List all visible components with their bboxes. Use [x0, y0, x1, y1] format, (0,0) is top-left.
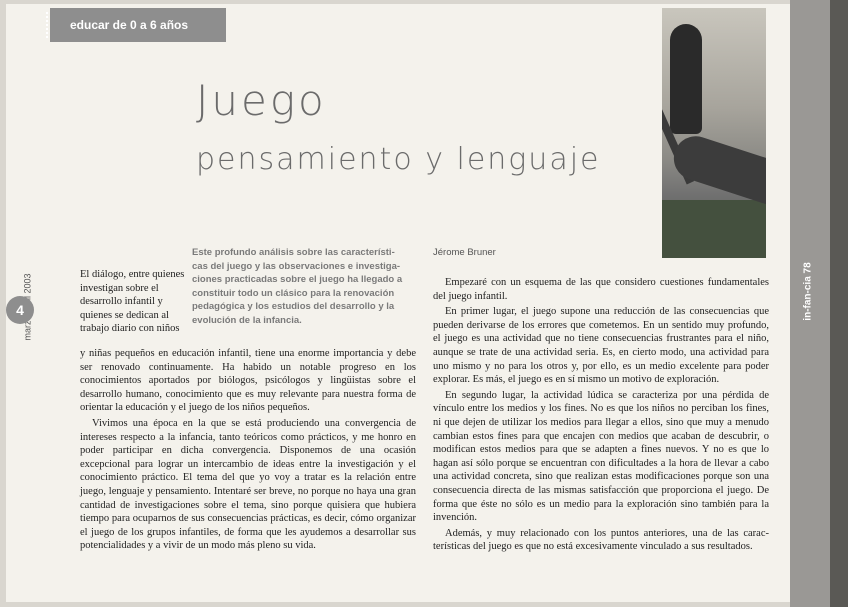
- left-body-column: [80, 347, 416, 555]
- body-paragraph: En primer lugar, el juego supone una reducción de las consecuencias que pueden derivarse de los errores que cometemos. En un sentido muy profundo, el juego es una actividad que no tiene consecuencias frustrantes para el niño, aunque se trate de una actividad seria. Es, en cierto modo, una actividad para uno mismo y no para los otros y, por ello, es un medio excelente para poder explorar. Es más, el juego es en sí mismo un motivo de exploración.: [433, 306, 769, 386]
- body-paragraph: y niñas pequeños en educación infantil, tiene una enorme importancia y debe ser renovado continuamente. Ha habido un notable progreso en los conocimientos aportados por biólogos, psicólogos y lingüistas sobre el desarrollo humano, conocimiento que es muy relevante para nuestra forma de orientar la educación y el juego de los niños pequeños.: [80, 348, 416, 414]
- section-tab: educar de 0 a 6 años: [50, 8, 226, 42]
- right-body-column: [433, 276, 769, 556]
- child-figure: [670, 24, 702, 134]
- author-name: Jérome Bruner: [433, 247, 496, 258]
- top-edge: [0, 0, 848, 3]
- page-number-badge: 4: [6, 296, 34, 324]
- article-title: Juego: [196, 76, 327, 125]
- body-paragraph: En segundo lugar, la actividad lúdica se caracteriza por una pérdida de vínculo entre los medios y los fines. No es que los niños no perciban los fines, ni que dejen de utilizar los medios para llegar a ellos, sino que muy a menudo cambian estos fines para que encajen con medios que acaban de descubrir, o modifican estos medios para que se adapten a fines nuevos. Y no es que lo hagan así sólo porque se encuentran con dificultades a la hora de llevar a cabo una actividad concreta, sino que realizan estas modificaciones porque son una consecuencia directa de las mismas satisfacción que proporciona el juego. De forma que éste no sólo es un medio para la exploración sino también para la invención.: [433, 389, 769, 524]
- tab-dots-decoration: [46, 12, 50, 38]
- intro-paragraph: El diálogo, entre quienes investigan sobre el desarrollo infantil y quienes se dedican al trabajo diario con niños: [80, 269, 185, 334]
- grass-area: [662, 200, 766, 258]
- child-on-slide-photo: [662, 8, 766, 258]
- body-paragraph: Además, y muy relacionado con los puntos anteriores, una de las características del juego es que no está excesivamente vinculado a sus resultados.: [433, 527, 769, 553]
- body-paragraph: Vivimos una época en la que se está produciendo una convergencia de intereses respecto a la infancia, tanto teóricos como prácticos, y me honro en poder participar en dicha convergencia. Disponemos de una ocasión excepcional para lograr un intercambio de ideas entre la investigación y el conocimiento práctico. El tema del que yo voy a tratar es la relación entre juego, lenguaje y pensamiento. Intentaré ser breve, no porque no haya una gran cantidad de investigaciones sobre el tema, sino porque quisiera que hubiera tiempo para ocuparnos de sus consecuencias prácticas, es decir, cómo organizar el juego de los grupos infantiles, de forma que les ayudemos a desarrollar sus potencialidades y a vivir de un modo más pleno su vida.: [80, 417, 416, 552]
- body-paragraph: Empezaré con un esquema de las que considero cuestiones fundamentales del juego infantil.: [433, 277, 769, 302]
- magazine-issue-label: in-fan-cia 78: [802, 262, 814, 321]
- slide-chute: [668, 131, 766, 210]
- article-subtitle: pensamiento y lenguaje: [196, 142, 601, 177]
- magazine-side-label: [796, 258, 820, 328]
- magazine-page: [6, 4, 790, 602]
- binding-shadow: [830, 0, 848, 607]
- article-lead: Este profundo análisis sobre las características del juego y las observaciones e investigaciones practicadas sobre el juego ha llegado a constituir todo un clásico para la renovación pedagógica y los estudios del desarrollo y la evolución de la infancia.: [192, 247, 403, 326]
